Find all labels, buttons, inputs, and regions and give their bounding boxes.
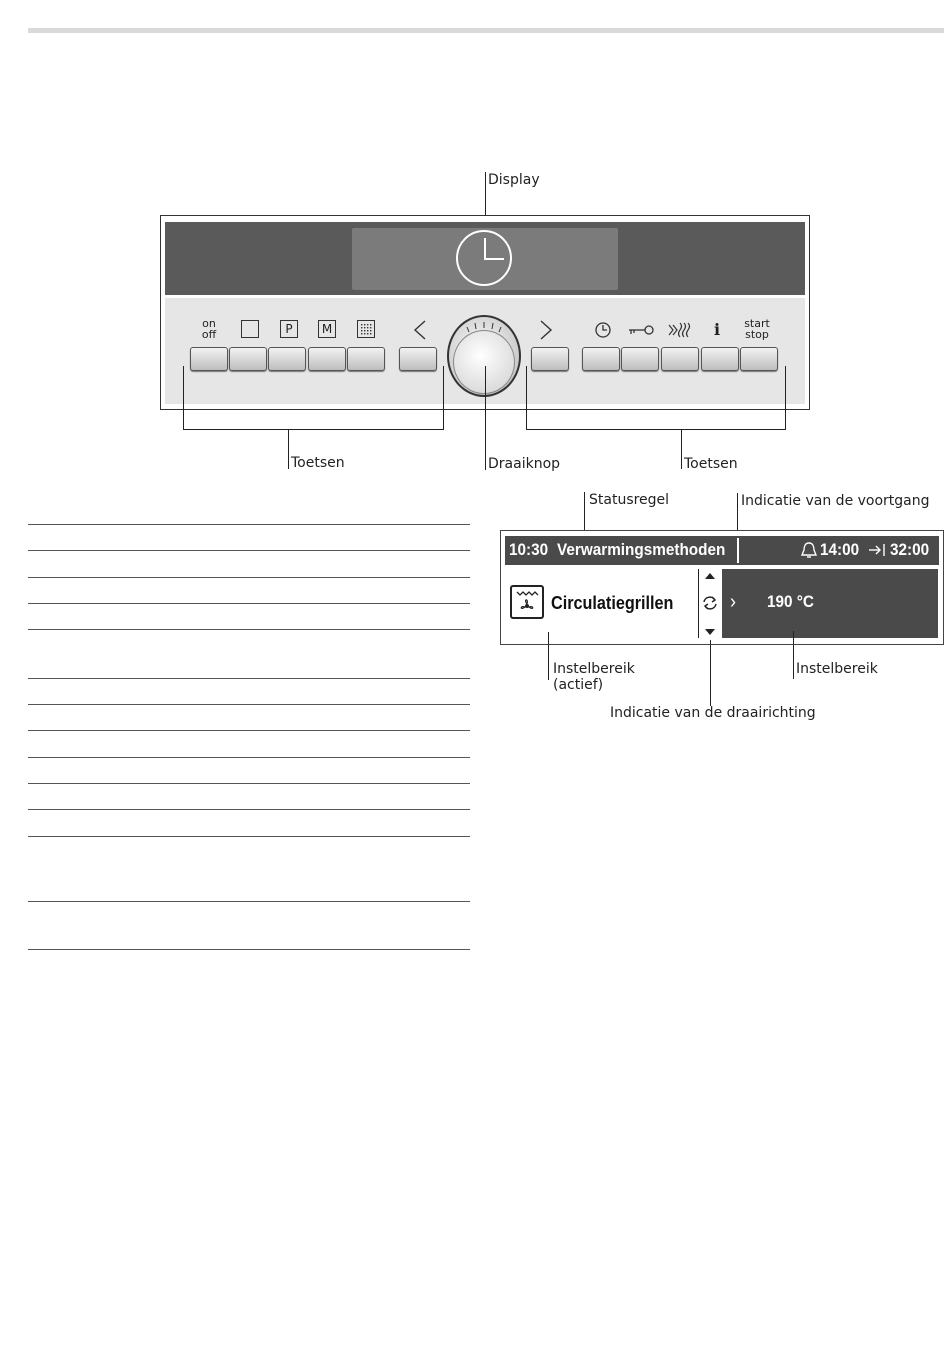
table-rule [28,577,470,578]
draairichting-leader [710,640,711,706]
chevron-right-icon: › [730,591,737,613]
draaiknop-leader [485,366,486,470]
table-rule [28,629,470,630]
instelbereik-leader [793,631,794,679]
empty-button[interactable] [229,347,267,371]
bracket-left-end [443,366,444,430]
toetsen-right-leader [681,429,682,469]
mode-name: Circulatiegrillen [551,593,674,613]
bracket-right-base [526,429,786,430]
table-rule [28,678,470,679]
empty-key-icon [241,320,259,338]
key-lock-button[interactable] [621,347,659,371]
toetsen-left-leader [288,429,289,469]
table-rule [28,603,470,604]
bracket-left-start [183,366,184,430]
duration-time: 32:00 [890,540,930,559]
value-area [722,569,938,638]
down-triangle-icon [704,628,716,636]
info-icon: i [714,320,721,339]
table-rule [28,730,470,731]
left-button[interactable] [399,347,437,371]
off-label: off [201,328,217,341]
bell-icon [800,541,818,559]
table-rule [28,757,470,758]
right-button[interactable] [531,347,569,371]
draaiknop-label: Draaiknop [488,456,561,472]
on-off-key-symbol [199,318,219,340]
alarm-time: 14:00 [820,540,860,559]
right-arrow-icon [538,319,554,341]
draairichting-label: Indicatie van de draairichting [610,705,816,721]
toetsen-right-label: Toetsen [684,456,738,472]
status-time: 10:30 [509,540,549,559]
duration-icon [867,542,887,558]
table-rule [28,949,470,950]
status-menu-title: Verwarmingsmethoden [557,540,726,559]
table-rule [28,901,470,902]
timer-button[interactable] [582,347,620,371]
up-triangle-icon [704,572,716,580]
temperature-value: 190 °C [767,592,814,611]
bracket-left-base [183,429,444,430]
on-label: on [202,317,216,330]
toetsen-left-label: Toetsen [291,455,345,471]
p-key-icon: P [280,320,298,338]
p-button[interactable] [268,347,306,371]
bracket-right-start [526,366,527,430]
table-rule [28,550,470,551]
page-top-rule [28,28,944,33]
instelbereik-actief-leader [548,632,549,680]
left-arrow-icon [412,319,428,341]
voortgang-label: Indicatie van de voortgang [741,493,930,509]
on-off-button[interactable] [190,347,228,371]
fan-grill-icon [510,585,544,619]
progress-indicator [737,538,739,563]
knob-ticks [447,315,521,345]
start-stop-button[interactable] [740,347,778,371]
table-rule [28,809,470,810]
display-label: Display [488,172,540,188]
statusregel-label: Statusregel [589,492,670,508]
instelbereik-actief-label: Instelbereik [553,661,635,677]
grid-button[interactable] [347,347,385,371]
start-stop-key-symbol [742,318,772,340]
fast-heat-button[interactable] [661,347,699,371]
grid-key-icon [357,320,375,338]
scroll-divider [698,569,699,638]
rotate-icon [701,594,719,612]
clock-icon [456,230,512,286]
fast-heat-icon [667,320,693,340]
table-rule [28,783,470,784]
table-rule [28,524,470,525]
table-rule [28,836,470,837]
timer-icon [594,321,612,339]
key-lock-icon [627,322,655,338]
stop-label: stop [745,328,769,341]
start-label: start [744,317,770,330]
bracket-right-end [785,366,786,430]
m-button[interactable] [308,347,346,371]
table-rule [28,704,470,705]
m-key-icon: M [318,320,336,338]
instelbereik-label: Instelbereik [796,661,878,677]
info-button[interactable] [701,347,739,371]
instelbereik-actief-sub: (actief) [553,677,604,693]
